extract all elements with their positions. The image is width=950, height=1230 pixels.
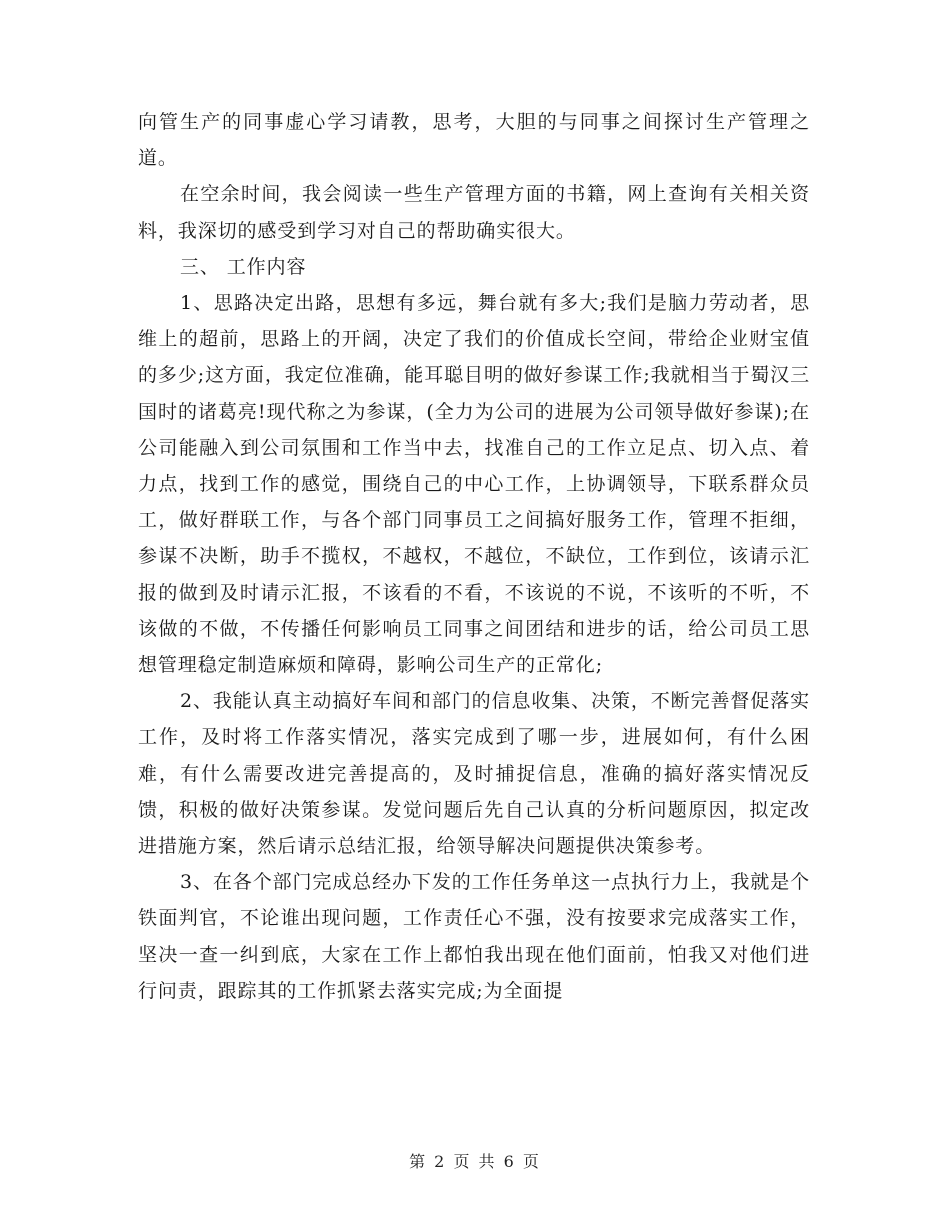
paragraph: 1、思路决定出路，思想有多远，舞台就有多大;我们是脑力劳动者，思维上的超前，思路上的开阔，决定了我们的价值成长空间，带给企业财宝值的多少;这方面，我定位准确，能耳聪目明的做好参谋工作;我就相当于蜀汉三国时的诸葛亮!现代称之为参谋，(全力为公司的进展为公司领导做好参谋);在公司能融入到公司氛围和工作当中去，找准自己的工作立足点、切入点、着力点，找到工作的感觉，围绕自己的中心工作，上协调领导，下联系群众员工，做好群联工作，与各个部门同事员工之间搞好服务工作，管理不拒细，参谋不决断，助手不揽权，不越权，不越位，不缺位，工作到位，该请示汇报的做到及时请示汇报，不该看的不看，不该说的不说，不该听的不听，不该做的不做，不传播任何影响员工同事之间团结和进步的话，给公司员工思想管理稳定制造麻烦和障碍，影响公司生产的正常化; bbox=[138, 292, 810, 677]
document-body bbox=[138, 104, 810, 1009]
paragraph: 向管生产的同事虚心学习请教，思考，大胆的与同事之间探讨生产管理之道。 bbox=[138, 111, 810, 170]
page-number-footer: 第 2 页 共 6 页 bbox=[409, 1152, 541, 1171]
paragraph: 3、在各个部门完成总经办下发的工作任务单这一点执行力上，我就是个铁面判官，不论谁出现问题，工作责任心不强，没有按要求完成落实工作，坚决一查一纠到底，大家在工作上都怕我出现在他们面前，怕我又对他们进行问责，跟踪其的工作抓紧去落实完成;为全面提 bbox=[138, 871, 810, 1002]
paragraph: 2、我能认真主动搞好车间和部门的信息收集、决策，不断完善督促落实工作，及时将工作落实情况，落实完成到了哪一步，进展如何，有什么困难，有什么需要改进完善提高的，及时捕捉信息，准确的搞好落实情况反馈，积极的做好决策参谋。发觉问题后先自己认真的分析问题原因，拟定改进措施方案，然后请示总结汇报，给领导解决问题提供决策参考。 bbox=[138, 690, 810, 858]
section-heading: 三、 工作内容 bbox=[180, 255, 307, 278]
paragraph: 在空余时间，我会阅读一些生产管理方面的书籍，网上查询有关相关资料，我深切的感受到学习对自己的帮助确实很大。 bbox=[138, 183, 810, 242]
